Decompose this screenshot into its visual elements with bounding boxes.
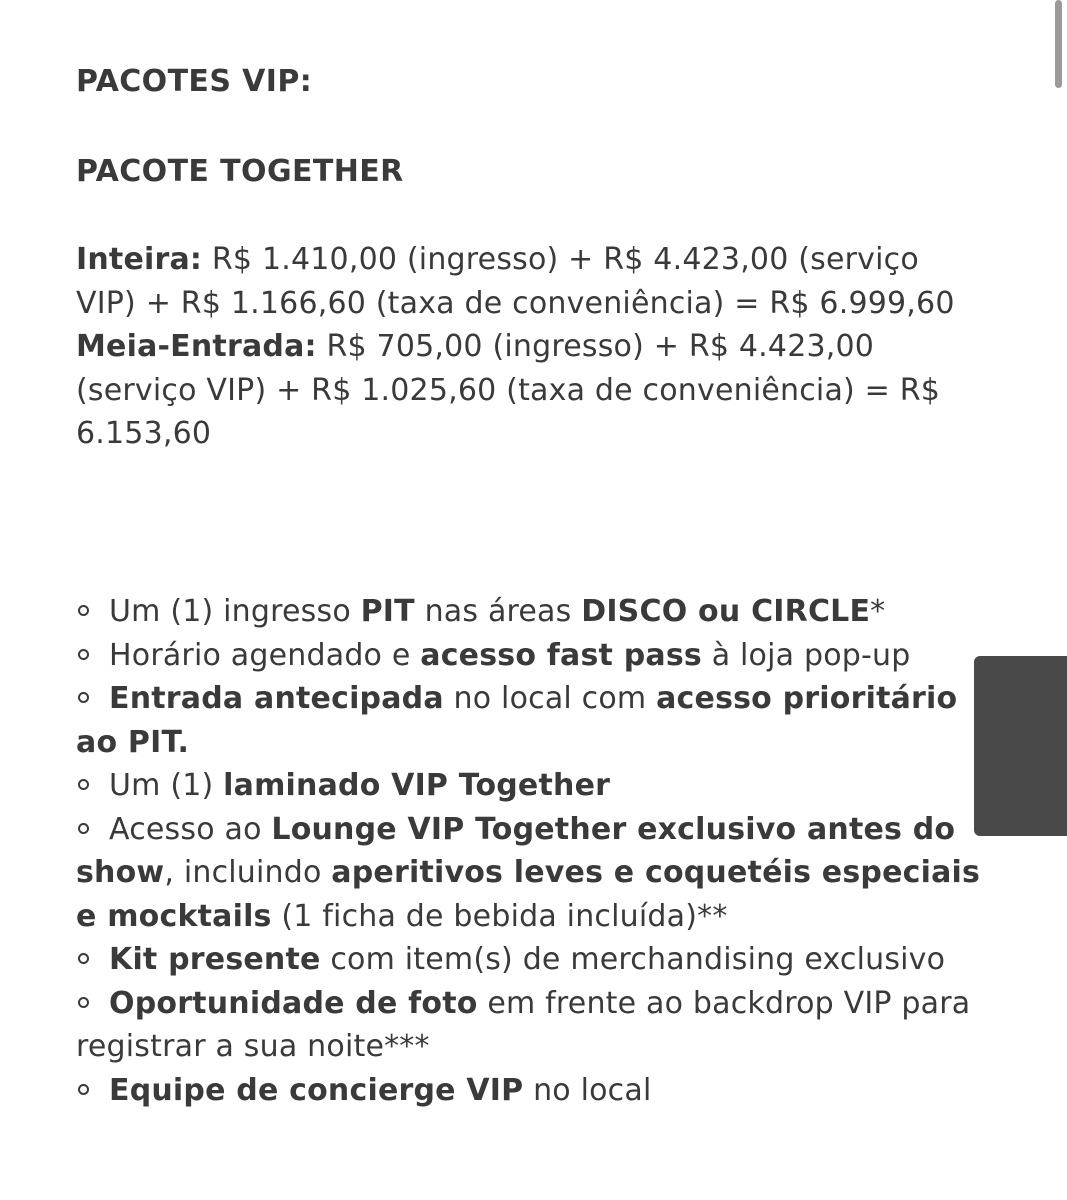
half-price-label: Meia-Entrada: [76,329,317,364]
full-price-breakdown: R$ 1.410,00 (ingresso) + R$ 4.423,00 (serviço VIP) + R$ 1.166,60 (taxa de conveniência) = R$ 6.999,60 [76,242,955,321]
package-together-heading: PACOTE TOGETHER [76,154,404,189]
decrease-font-button[interactable]: A- [32,699,61,732]
font-size-panel [974,656,1067,836]
bullet-circle-icon [78,823,89,834]
list-item: Kit presente com item(s) de merchandising exclusivo [76,938,996,982]
scrollbar-thumb[interactable] [1055,0,1062,88]
list-item: Horário agendado e acesso fast pass à loja pop-up [76,634,996,678]
full-price-line [76,238,986,325]
bullet-circle-icon [78,605,89,616]
list-item: Oportunidade de foto em frente ao backdrop VIP para registrar a sua noite*** [76,985,971,1064]
benefits-list [76,590,996,1112]
scrollbar[interactable] [1053,0,1067,1200]
full-price-label: Inteira: [76,242,203,277]
half-price-breakdown: R$ 705,00 (ingresso) + R$ 4.423,00 (serviço VIP) + R$ 1.025,60 (taxa de conveniência) = R$ 6.153,60 [76,329,941,451]
bullet-circle-icon [78,997,89,1008]
bullet-circle-icon [78,953,89,964]
list-item: Equipe de concierge VIP no local [76,1069,996,1113]
bullet-circle-icon [78,1084,89,1095]
half-price-line [76,325,986,456]
increase-font-button[interactable]: A+ [25,763,68,796]
list-item: Um (1) laminado VIP Together [76,764,996,808]
price-section [76,238,986,456]
vip-packages-heading: PACOTES VIP: [76,64,313,99]
list-item: Acesso ao Lounge VIP Together exclusivo antes do show, incluindo aperitivos leves e coquetéis especiais e mocktails (1 ficha de bebida incluída)** [76,811,981,934]
bullet-circle-icon [78,649,89,660]
list-item: Um (1) ingresso PIT nas áreas DISCO ou CIRCLE* [76,590,996,634]
list-item: Entrada antecipada no local com acesso prioritário ao PIT. [76,681,958,760]
